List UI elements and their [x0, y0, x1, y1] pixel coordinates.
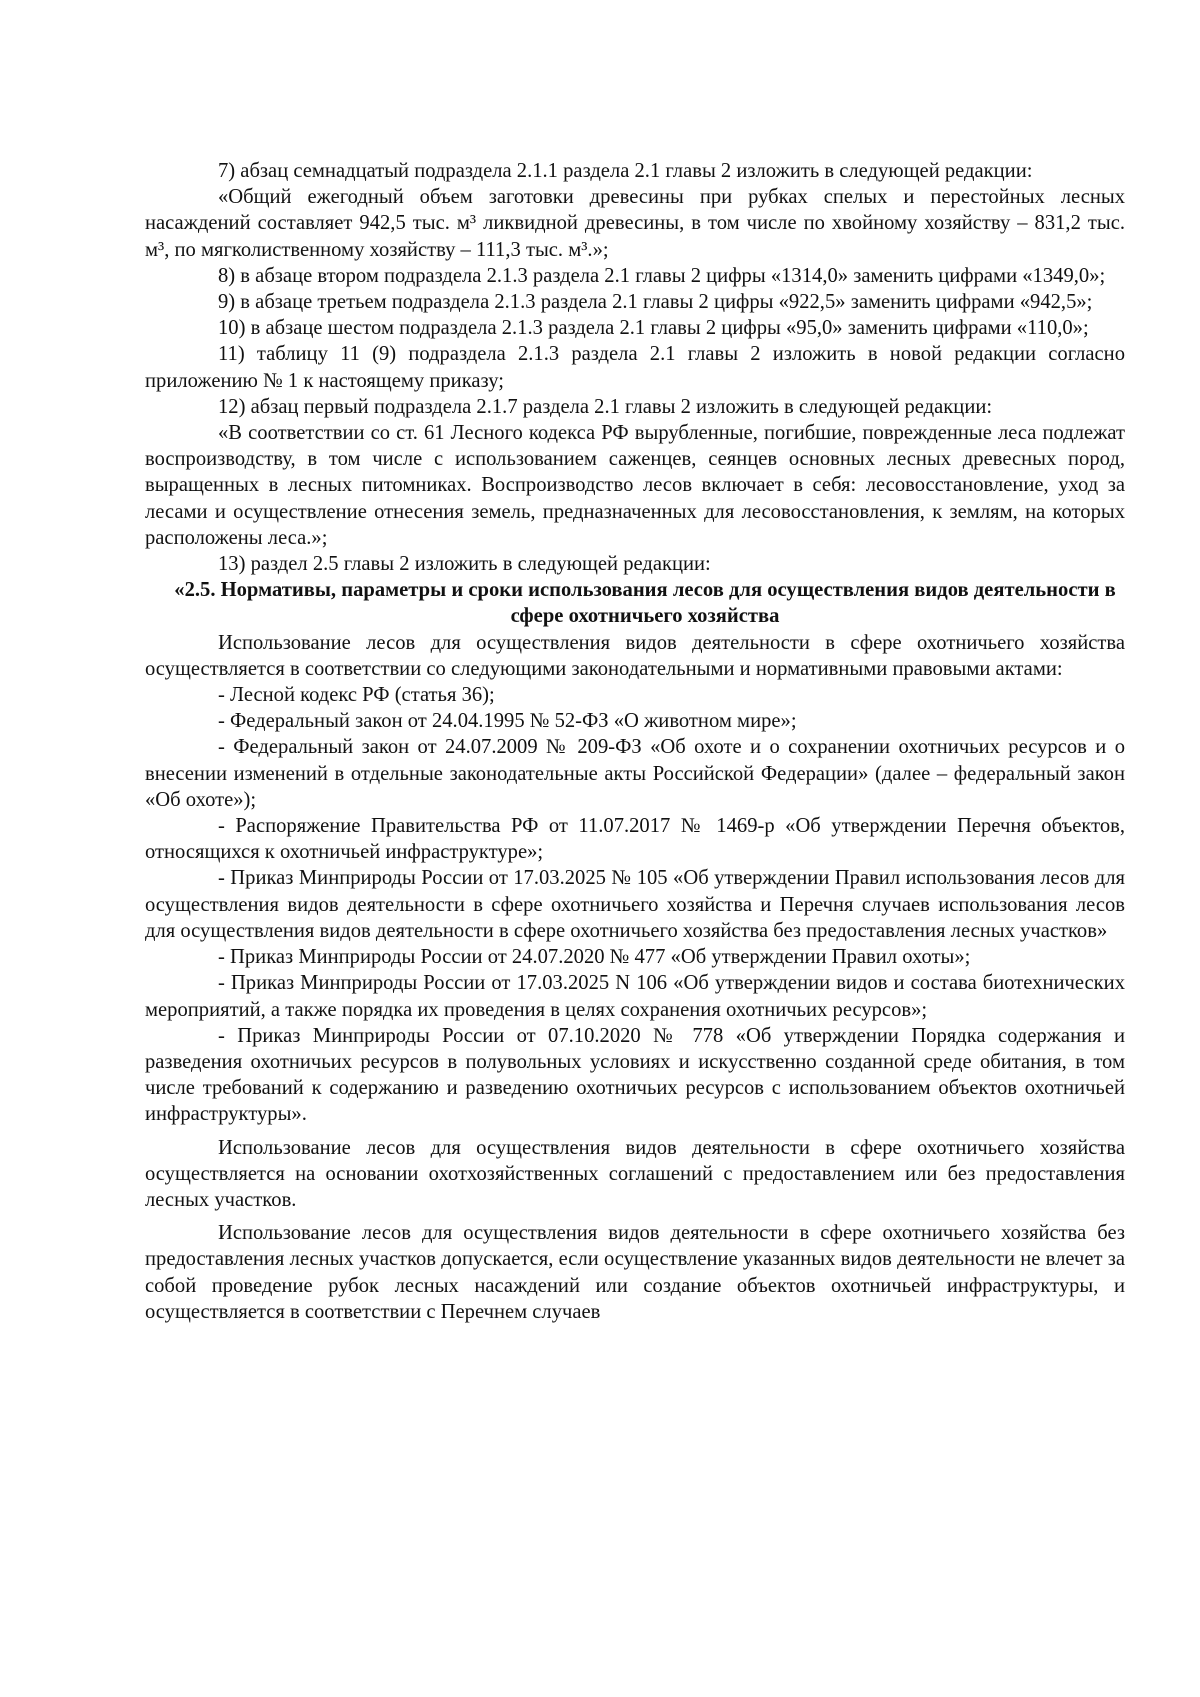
paragraph-intro: Использование лесов для осуществления видов деятельности в сфере охотничьего хозяйства осуществляется в соответствии со следующими законодательными и нормативными правовыми актами: [145, 631, 1125, 680]
paragraph-closing-2: Использование лесов для осуществления видов деятельности в сфере охотничьего хозяйства без предоставления лесных участков допускается, если осуществление указанных видов деятельности не влечет за собой проведение рубок лесных насаждений или создание объектов охотничьей инфраструктуры, и осуществляется в соответствии с Перечнем случаев [145, 1222, 1125, 1323]
legal-act-item: - Распоряжение Правительства РФ от 11.07.2017 № 1469-р «Об утверждении Перечня объектов, относящихся к охотничьей инфраструктуре»; [145, 815, 1125, 864]
legal-act-item: - Приказ Минприроды России от 24.07.2020 № 477 «Об утверждении Правил охоты»; [218, 946, 971, 969]
paragraph-item-7: 7) абзац семнадцатый подраздела 2.1.1 раздела 2.1 главы 2 изложить в следующей редакции: [218, 160, 1033, 182]
paragraph-item-13: 13) раздел 2.5 главы 2 изложить в следующей редакции: [218, 553, 711, 576]
legal-act-item: - Федеральный закон от 24.07.2009 № 209-ФЗ «Об охоте и о сохранении охотничьих ресурсов и о внесении изменений в отдельные законодательные акты Российской Федерации» (далее – федеральный закон «Об охоте»); [145, 736, 1125, 811]
document-page [145, 158, 1125, 1325]
paragraph-quote-reforestation: «В соответствии со ст. 61 Лесного кодекса РФ вырубленные, погибшие, поврежденные леса подлежат воспроизводству, в том числе с использованием саженцев, сеянцев основных лесных древесных пород, выращенных в лесных питомниках. Воспроизводство лесов включает в себя: лесовосстановление, уход за лесами и осуществление отнесения земель, предназначенных для лесовосстановления, к землям, на которых расположены леса.»; [145, 422, 1125, 549]
legal-act-item: - Приказ Минприроды России от 07.10.2020 № 778 «Об утверждении Порядка содержания и разведения охотничьих ресурсов в полувольных условиях и искусственно созданной среде обитания, в том числе требований к содержанию и разведению охотничьих ресурсов с использованием объектов охотничьей инфраструктуры». [145, 1024, 1125, 1126]
paragraph-item-8: 8) в абзаце втором подраздела 2.1.3 раздела 2.1 главы 2 цифры «1314,0» заменить цифрами «1349,0»; [218, 264, 1106, 287]
legal-act-item: - Федеральный закон от 24.04.1995 № 52-ФЗ «О животном мире»; [218, 710, 797, 733]
legal-act-item: - Лесной кодекс РФ (статья 36); [218, 684, 495, 707]
section-heading: «2.5. Нормативы, параметры и сроки использования лесов для осуществления видов деятельности в сфере охотничьего хозяйства [174, 579, 1116, 628]
paragraph-item-9: 9) в абзаце третьем подраздела 2.1.3 раздела 2.1 главы 2 цифры «922,5» заменить цифрами «942,5»; [218, 291, 1093, 314]
paragraph-quote-timber-volume: «Общий ежегодный объем заготовки древесины при рубках спелых и перестойных лесных насаждений составляет 942,5 тыс. м³ ликвидной древесины, в том числе по хвойному хозяйству – 831,2 тыс. м³, по мягколиственному хозяйству – 111,3 тыс. м³.»; [145, 186, 1125, 261]
legal-act-item: - Приказ Минприроды России от 17.03.2025 № 105 «Об утверждении Правил использования лесов для осуществления видов деятельности в сфере охотничьего хозяйства и Перечня случаев использования лесов для осуществления видов деятельности в сфере охотничьего хозяйства без предоставления лесных участков» [145, 867, 1125, 942]
legal-act-item: - Приказ Минприроды России от 17.03.2025 N 106 «Об утверждении видов и состава биотехнических мероприятий, а также порядка их проведения в целях сохранения охотничьих ресурсов»; [145, 972, 1125, 1021]
paragraph-item-10: 10) в абзаце шестом подраздела 2.1.3 раздела 2.1 главы 2 цифры «95,0» заменить цифрами «110,0»; [218, 317, 1089, 340]
paragraph-closing-1: Использование лесов для осуществления видов деятельности в сфере охотничьего хозяйства осуществляется на основании охотхозяйственных соглашений с предоставлением или без предоставления лесных участков. [145, 1136, 1125, 1211]
paragraph-item-11: 11) таблицу 11 (9) подраздела 2.1.3 раздела 2.1 главы 2 изложить в новой редакции согласно приложению № 1 к настоящему приказу; [145, 343, 1125, 392]
paragraph-item-12: 12) абзац первый подраздела 2.1.7 раздела 2.1 главы 2 изложить в следующей редакции: [218, 395, 993, 418]
